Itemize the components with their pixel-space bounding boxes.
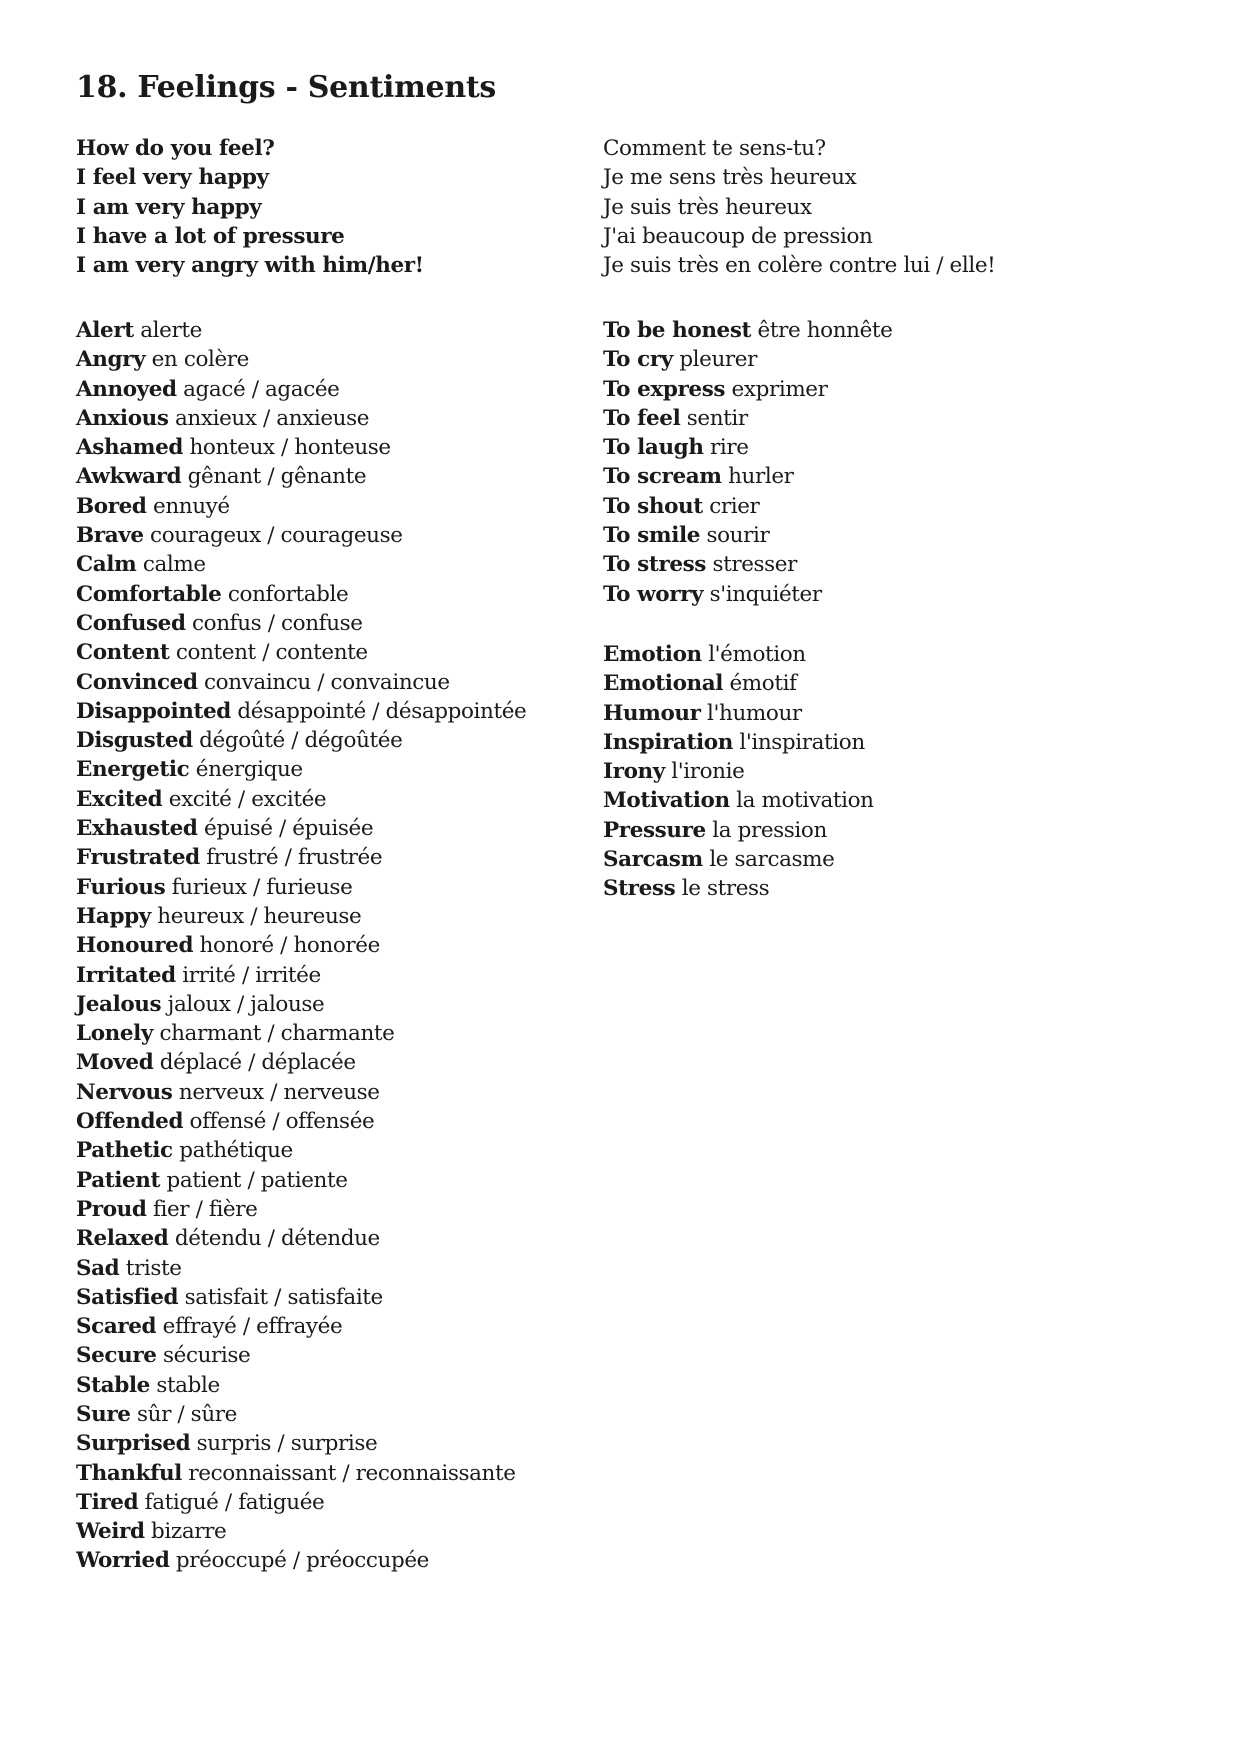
- french-translation: heureux / heureuse: [157, 903, 362, 929]
- vocab-entry: [603, 757, 1203, 786]
- english-term: Annoyed: [76, 376, 177, 402]
- vocab-entry: [603, 345, 1203, 374]
- nouns-list: [603, 640, 1203, 904]
- french-translation: alerte: [140, 318, 202, 343]
- english-term: Exhausted: [76, 816, 198, 842]
- english-term: Stress: [603, 876, 676, 902]
- french-translation: dégoûté / dégoûtée: [199, 728, 403, 754]
- vocab-entry: [603, 640, 1203, 669]
- vocab-entry: [76, 1312, 596, 1341]
- english-term: To express: [603, 376, 726, 402]
- french-translation: rire: [710, 435, 749, 461]
- french-translation: furieux / furieuse: [171, 874, 353, 900]
- english-term: Inspiration: [603, 729, 733, 755]
- vocab-entry: [76, 433, 596, 462]
- vocab-entry: [76, 1400, 596, 1429]
- english-term: Furious: [76, 874, 166, 900]
- french-translation: surpris / surprise: [196, 1431, 378, 1457]
- vocab-entry: [76, 521, 596, 550]
- english-term: To worry: [603, 581, 704, 607]
- vocab-entry: [603, 816, 1203, 845]
- vocab-entry: [603, 521, 1203, 550]
- vocab-entry: [76, 1224, 596, 1253]
- french-translation: irrité / irritée: [182, 962, 321, 988]
- french-translation: calme: [142, 552, 206, 578]
- french-translation: frustré / frustrée: [206, 845, 383, 871]
- french-phrase: Je me sens très heureux: [603, 165, 857, 191]
- english-term: Proud: [76, 1196, 147, 1222]
- english-term: Tired: [76, 1489, 139, 1515]
- french-translation: content / contente: [175, 640, 368, 666]
- english-term: Relaxed: [76, 1226, 169, 1252]
- english-term: To cry: [603, 347, 673, 373]
- english-term: Pathetic: [76, 1138, 173, 1164]
- english-term: Honoured: [76, 933, 194, 959]
- french-translation: le stress: [681, 876, 770, 902]
- english-term: Nervous: [76, 1079, 173, 1105]
- french-translation: gênant / gênante: [187, 464, 367, 490]
- vocab-entry: [603, 375, 1203, 404]
- vocab-entry: [76, 1546, 596, 1575]
- vocab-entry: [603, 786, 1203, 815]
- english-phrase: How do you feel?: [76, 136, 275, 161]
- english-term: Worried: [76, 1548, 170, 1574]
- english-phrase: I am very angry with him/her!: [76, 253, 424, 279]
- french-translation: exprimer: [731, 376, 828, 402]
- english-term: To laugh: [603, 435, 704, 461]
- french-translation: offensé / offensée: [189, 1109, 375, 1135]
- vocab-entry: [603, 874, 1203, 903]
- french-translation: honteux / honteuse: [189, 435, 391, 461]
- french-phrase: Je suis très heureux: [603, 194, 812, 220]
- english-term: To scream: [603, 464, 722, 490]
- english-term: Awkward: [76, 464, 182, 490]
- french-translation: sourir: [706, 523, 770, 549]
- vocab-entry: [603, 699, 1203, 728]
- vocab-entry: [76, 1371, 596, 1400]
- english-term: To be honest: [603, 318, 752, 343]
- french-translation: l'humour: [707, 700, 802, 726]
- english-term: Sarcasm: [603, 847, 703, 873]
- english-term: Comfortable: [76, 581, 222, 607]
- french-translation: le sarcasme: [709, 847, 835, 873]
- vocab-entry: [76, 1136, 596, 1165]
- english-term: Content: [76, 640, 170, 666]
- vocab-entry: [76, 902, 596, 931]
- vocab-entry: [76, 785, 596, 814]
- french-translation: convaincu / convaincue: [204, 669, 450, 695]
- french-phrase: Je suis très en colère contre lui / elle!: [603, 253, 996, 279]
- vocab-entry: [76, 726, 596, 755]
- english-term: Patient: [76, 1167, 161, 1193]
- vocab-entry: [603, 845, 1203, 874]
- french-translation: l'émotion: [708, 642, 806, 667]
- vocab-entry: [603, 462, 1203, 491]
- english-term: Angry: [76, 347, 146, 373]
- vocab-entry: [76, 580, 596, 609]
- french-translation: sûr / sûre: [137, 1401, 237, 1427]
- english-term: Motivation: [603, 788, 730, 814]
- english-term: Sad: [76, 1255, 120, 1281]
- vocab-entry: [76, 1254, 596, 1283]
- vocab-entry: [76, 1166, 596, 1195]
- french-translation: émotif: [729, 671, 797, 697]
- french-translation: reconnaissant / reconnaissante: [188, 1460, 516, 1486]
- vocab-entry: [603, 316, 1203, 345]
- french-translation: être honnête: [757, 318, 893, 343]
- english-term: Brave: [76, 523, 144, 549]
- english-term: Energetic: [76, 757, 190, 783]
- english-phrase: I feel very happy: [76, 165, 269, 191]
- french-translation: l'inspiration: [739, 729, 865, 755]
- french-translation: confortable: [227, 581, 349, 607]
- english-term: Calm: [76, 552, 137, 578]
- vocab-entry: [603, 550, 1203, 579]
- vocab-entry: [76, 375, 596, 404]
- vocab-entry: [76, 814, 596, 843]
- french-translation: fier / fière: [152, 1196, 258, 1222]
- french-translation: déplacé / déplacée: [159, 1050, 356, 1076]
- vocab-entry: [76, 1107, 596, 1136]
- page-title: 18. Feelings - Sentiments: [76, 70, 496, 105]
- french-translation: jaloux / jalouse: [167, 991, 325, 1017]
- english-phrase: I have a lot of pressure: [76, 223, 345, 249]
- french-translation: excité / excitée: [168, 786, 327, 812]
- vocab-entry: [603, 728, 1203, 757]
- french-translation: sécurise: [162, 1343, 251, 1369]
- french-translation: s'inquiéter: [709, 581, 822, 607]
- vocab-entry: [76, 404, 596, 433]
- french-translation: confus / confuse: [192, 610, 363, 636]
- vocab-entry: [76, 931, 596, 960]
- english-term: Irony: [603, 759, 665, 785]
- french-translation: la motivation: [736, 788, 874, 814]
- english-term: Moved: [76, 1050, 154, 1076]
- verbs-list: [603, 316, 1203, 609]
- french-phrase: J'ai beaucoup de pression: [603, 223, 873, 249]
- vocab-entry: [76, 609, 596, 638]
- vocab-entry: [76, 550, 596, 579]
- english-term: Frustrated: [76, 845, 200, 871]
- vocab-entry: [603, 433, 1203, 462]
- english-term: Anxious: [76, 405, 169, 431]
- english-term: Stable: [76, 1372, 150, 1398]
- english-phrase: I am very happy: [76, 194, 262, 220]
- english-term: Happy: [76, 903, 151, 929]
- vocab-entry: [76, 316, 596, 345]
- phrases-french-list: [603, 134, 1203, 280]
- vocab-entry: [603, 669, 1203, 698]
- english-term: Offended: [76, 1109, 184, 1135]
- french-translation: en colère: [151, 347, 250, 373]
- english-term: To stress: [603, 552, 707, 578]
- english-term: Jealous: [76, 991, 162, 1017]
- french-translation: hurler: [728, 464, 794, 490]
- english-term: Convinced: [76, 669, 198, 695]
- vocab-entry: [76, 462, 596, 491]
- vocab-entry: [76, 345, 596, 374]
- vocab-entry: [603, 404, 1203, 433]
- french-translation: triste: [125, 1255, 182, 1281]
- english-term: Sure: [76, 1401, 131, 1427]
- vocab-entry: [76, 638, 596, 667]
- french-translation: satisfait / satisfaite: [184, 1284, 383, 1310]
- vocab-entry: [76, 1341, 596, 1370]
- english-term: Emotional: [603, 671, 724, 697]
- vocab-entry: [76, 668, 596, 697]
- vocab-entry: [76, 961, 596, 990]
- english-term: Pressure: [603, 817, 706, 843]
- english-term: To smile: [603, 523, 701, 549]
- vocab-entry: [76, 492, 596, 521]
- vocab-entry: [76, 755, 596, 784]
- vocab-entry: [76, 1429, 596, 1458]
- adjectives-list: [76, 316, 596, 1576]
- french-phrase: Comment te sens-tu?: [603, 136, 826, 161]
- english-term: To feel: [603, 405, 681, 431]
- english-term: Scared: [76, 1314, 157, 1340]
- english-term: Thankful: [76, 1460, 182, 1486]
- vocab-entry: [76, 697, 596, 726]
- english-term: Ashamed: [76, 435, 184, 461]
- french-translation: effrayé / effrayée: [162, 1314, 343, 1340]
- french-translation: honoré / honorée: [199, 933, 380, 959]
- vocab-entry: [76, 1195, 596, 1224]
- french-translation: sentir: [686, 405, 748, 431]
- vocab-entry: [76, 873, 596, 902]
- french-translation: épuisé / épuisée: [204, 816, 374, 842]
- english-term: Surprised: [76, 1431, 191, 1457]
- vocab-entry: [76, 1078, 596, 1107]
- french-translation: énergique: [195, 757, 303, 783]
- french-translation: désappointé / désappointée: [237, 698, 527, 724]
- vocab-entry: [76, 1488, 596, 1517]
- english-term: Confused: [76, 610, 186, 636]
- phrases-english-list: [76, 134, 596, 280]
- english-term: Excited: [76, 786, 163, 812]
- french-translation: fatigué / fatiguée: [144, 1489, 325, 1515]
- french-translation: stresser: [712, 552, 797, 578]
- english-term: Satisfied: [76, 1284, 179, 1310]
- french-translation: patient / patiente: [166, 1167, 348, 1193]
- english-term: Weird: [76, 1519, 145, 1545]
- english-term: Secure: [76, 1343, 157, 1369]
- french-translation: détendu / détendue: [174, 1226, 380, 1252]
- french-translation: préoccupé / préoccupée: [175, 1548, 429, 1574]
- english-term: Lonely: [76, 1021, 154, 1047]
- vocab-entry: [76, 1019, 596, 1048]
- english-term: Irritated: [76, 962, 176, 988]
- english-term: Disgusted: [76, 728, 193, 754]
- french-translation: pathétique: [179, 1138, 293, 1164]
- vocab-entry: [76, 1459, 596, 1488]
- vocab-entry: [603, 580, 1203, 609]
- french-translation: crier: [709, 493, 760, 519]
- french-translation: nerveux / nerveuse: [178, 1079, 380, 1105]
- french-translation: charmant / charmante: [159, 1021, 395, 1047]
- vocab-entry: [76, 990, 596, 1019]
- vocab-entry: [76, 843, 596, 872]
- vocab-entry: [76, 1048, 596, 1077]
- french-translation: la pression: [712, 817, 827, 843]
- english-term: Disappointed: [76, 698, 231, 724]
- english-term: Emotion: [603, 642, 702, 667]
- french-translation: ennuyé: [153, 493, 230, 519]
- english-term: Alert: [76, 318, 134, 343]
- french-translation: courageux / courageuse: [150, 523, 403, 549]
- french-translation: anxieux / anxieuse: [175, 405, 370, 431]
- vocab-entry: [76, 1517, 596, 1546]
- french-translation: pleurer: [679, 347, 758, 373]
- english-term: To shout: [603, 493, 703, 519]
- english-term: Bored: [76, 493, 147, 519]
- english-term: Humour: [603, 700, 701, 726]
- french-translation: agacé / agacée: [183, 376, 340, 402]
- vocab-entry: [76, 1283, 596, 1312]
- vocab-entry: [603, 492, 1203, 521]
- french-translation: l'ironie: [671, 759, 745, 785]
- french-translation: bizarre: [151, 1519, 227, 1545]
- french-translation: stable: [156, 1372, 220, 1398]
